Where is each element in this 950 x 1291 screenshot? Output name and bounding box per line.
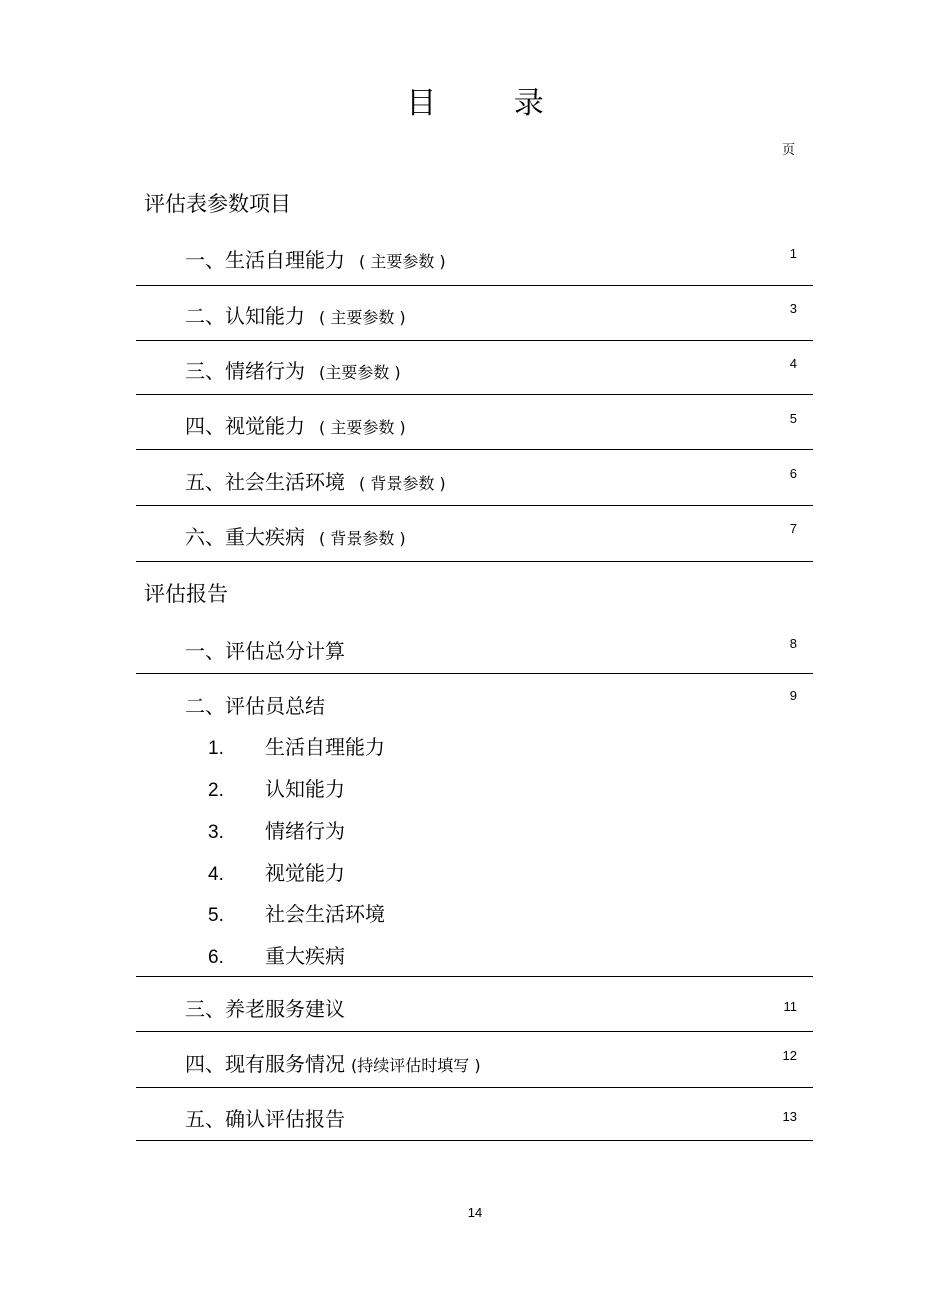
toc-page-number: 5 (789, 411, 797, 426)
toc-entry (185, 635, 345, 664)
toc-entry (185, 690, 325, 719)
toc-row[interactable] (136, 395, 813, 450)
toc-page-number: 3 (789, 301, 797, 316)
footer-page-number: 14 (467, 1205, 483, 1220)
toc-row[interactable] (136, 341, 813, 395)
toc-entry (185, 1048, 481, 1077)
toc-entry (185, 521, 406, 550)
toc-entry-label: 四、现有服务情况 (185, 1052, 345, 1076)
toc-page-number: 8 (789, 636, 797, 651)
toc-subitem-text: 情绪行为 (265, 819, 345, 843)
toc-subitem[interactable] (208, 773, 345, 802)
toc-entry-label: 二、认知能力 (185, 304, 305, 328)
toc-entry-label: 五、社会生活环境 (185, 470, 345, 494)
toc-row[interactable] (136, 620, 813, 674)
toc-subitem-number: 2. (208, 780, 224, 801)
toc-page-number: 6 (789, 466, 797, 481)
page-column-label: 页 (782, 143, 796, 158)
toc-subitem-number: 5. (208, 905, 224, 926)
toc-entry-label: 三、情绪行为 (185, 359, 305, 383)
toc-entry (185, 410, 406, 439)
page-title: 目 录 (406, 86, 578, 121)
toc-entry (185, 466, 446, 495)
toc-subitem[interactable] (208, 857, 345, 886)
toc-entry-note: ( 主要参数 ) (319, 418, 406, 437)
toc-entry-label: 二、评估员总结 (185, 694, 325, 718)
toc-entry-label: 一、生活自理能力 (185, 248, 345, 272)
toc-subitem-number: 1. (208, 738, 224, 759)
toc-entry (185, 1103, 345, 1132)
toc-subitem[interactable] (208, 940, 345, 969)
toc-entry-note: ( 主要参数 ) (319, 308, 406, 327)
toc-subitem-text: 重大疾病 (265, 944, 345, 968)
toc-entry-note: (持续评估时填写 ) (351, 1056, 481, 1075)
toc-entry-note: ( 背景参数 ) (319, 529, 406, 548)
section-heading-assessment-report: 评估报告 (144, 582, 228, 606)
toc-page-number: 13 (782, 1109, 797, 1124)
toc-subitem-text: 生活自理能力 (265, 735, 385, 759)
toc-entry-note: (主要参数 ) (319, 363, 401, 382)
toc-entry (185, 300, 406, 329)
toc-page-number: 4 (789, 356, 797, 371)
toc-page-number: 7 (789, 521, 797, 536)
toc-entry-note: ( 主要参数 ) (359, 252, 446, 271)
toc-entry (185, 355, 401, 384)
toc-row[interactable] (136, 230, 813, 286)
toc-row[interactable] (136, 506, 813, 562)
toc-entry-label: 一、评估总分计算 (185, 639, 345, 663)
toc-entry-label: 六、重大疾病 (185, 525, 305, 549)
toc-page-number: 11 (783, 999, 797, 1014)
toc-subitem-text: 认知能力 (265, 777, 345, 801)
toc-row[interactable] (136, 450, 813, 506)
toc-row[interactable] (136, 286, 813, 341)
toc-row[interactable] (136, 1088, 813, 1141)
toc-subitem-number: 6. (208, 947, 224, 968)
toc-entry (185, 244, 446, 273)
toc-subitem[interactable] (208, 815, 345, 844)
toc-entry-label: 三、养老服务建议 (185, 997, 345, 1021)
toc-row[interactable] (136, 977, 813, 1032)
toc-row[interactable] (136, 1032, 813, 1088)
toc-entry (185, 993, 345, 1022)
toc-page-number: 9 (789, 688, 797, 703)
toc-entry-note: ( 背景参数 ) (359, 474, 446, 493)
toc-subitem-number: 3. (208, 822, 224, 843)
toc-subitem[interactable] (208, 898, 385, 927)
toc-subitem-text: 视觉能力 (265, 861, 345, 885)
section-heading-assessment-parameters: 评估表参数项目 (144, 192, 291, 216)
toc-subitem-text: 社会生活环境 (265, 902, 385, 926)
toc-subitem-number: 4. (208, 864, 224, 885)
toc-entry-label: 四、视觉能力 (185, 414, 305, 438)
toc-page-number: 12 (782, 1048, 797, 1063)
toc-subitem[interactable] (208, 731, 385, 760)
toc-page-number: 1 (789, 246, 797, 261)
toc-entry-label: 五、确认评估报告 (185, 1107, 345, 1131)
